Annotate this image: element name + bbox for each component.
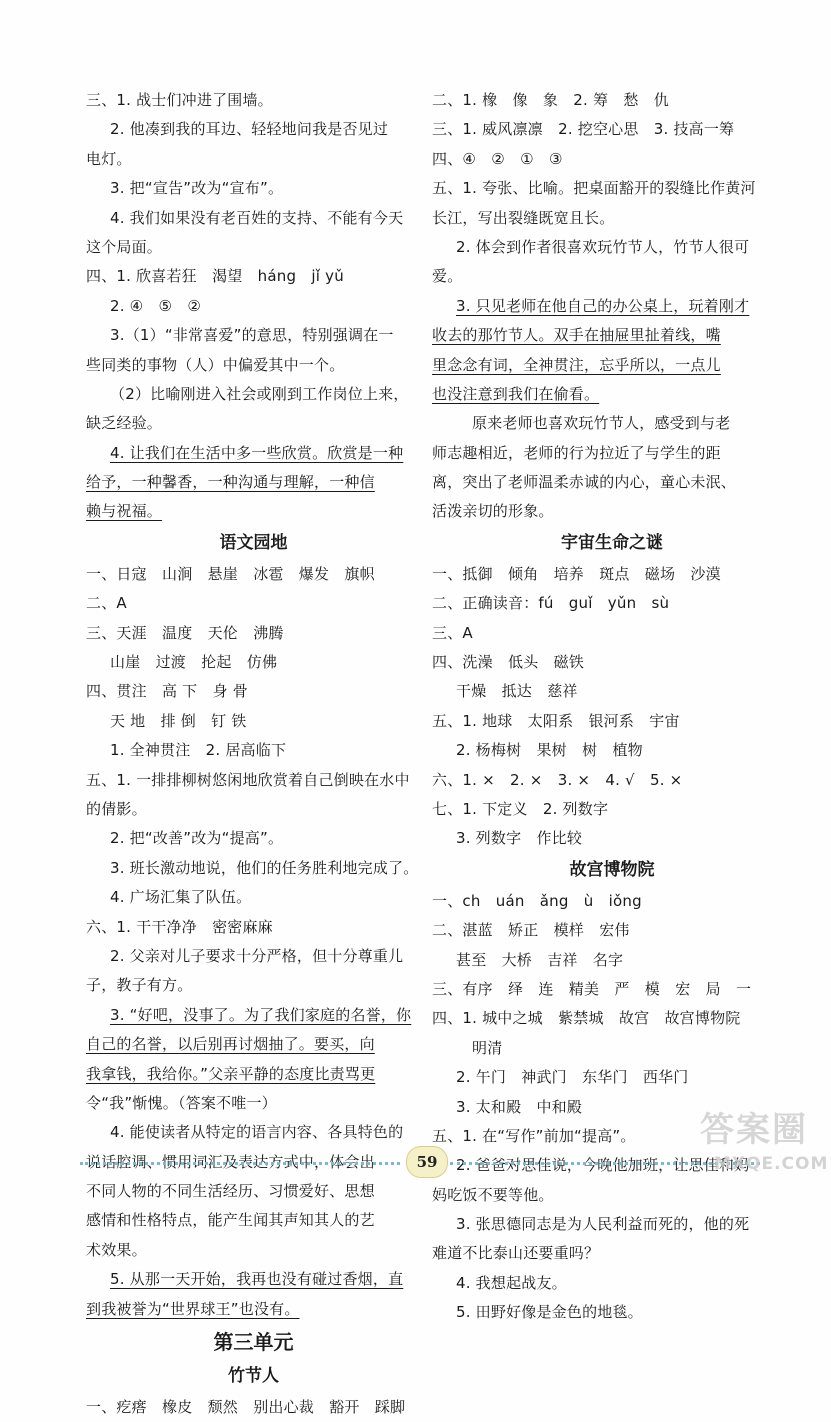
answer-line: 3. 张思德同志是为人民利益而死的，他的死 xyxy=(456,1215,750,1234)
answer-line: 不同人物的不同生活经历、习惯爱好、思想 xyxy=(86,1182,375,1201)
answer-line: 天 地 排 倒 钉 铁 xyxy=(110,711,247,730)
answer-line: 五、1. 夸张、比喻。把桌面豁开的裂缝比作黄河 xyxy=(432,179,756,198)
answer-line: 四、1. 欣喜若狂 渴望 háng jǐ yǔ xyxy=(86,267,344,286)
answer-line: 2. 爸爸对思佳说，今晚他加班，让思佳和妈 xyxy=(456,1156,750,1175)
answer-line: 这个局面。 xyxy=(86,237,163,256)
answer-line: 五、1. 在“写作”前加“提高”。 xyxy=(432,1126,636,1145)
answer-line: 令“我”惭愧。（答案不唯一） xyxy=(86,1093,277,1112)
answer-line: 五、1. 一排排柳树悠闲地欣赏着自己倒映在水中 xyxy=(86,770,410,789)
answer-line: 三、1. 威风凛凛 2. 挖空心思 3. 技高一筹 xyxy=(432,120,735,139)
answer-line: 4. 广场汇集了队伍。 xyxy=(110,888,252,907)
answer-line: 五、1. 地球 太阳系 银河系 宇宙 xyxy=(432,711,680,730)
answer-line: 5. 从那一天开始，我再也没有碰过香烟，直 xyxy=(110,1270,404,1289)
answer-line: 四、1. 城中之城 紫禁城 故宫 故宫博物院 xyxy=(432,1009,741,1028)
answer-line: 些同类的事物（人）中偏爱其中一个。 xyxy=(86,355,345,374)
answer-line: 二、正确读音：fú guǐ yǔn sù xyxy=(432,594,670,613)
answer-line: 2. 杨梅树 果树 树 植物 xyxy=(456,741,643,760)
answer-line: 二、A xyxy=(86,594,127,613)
answer-line: 也没注意到我们在偷看。 xyxy=(432,384,600,403)
answer-line: （2）比喻刚进入社会或刚到工作岗位上来， xyxy=(110,384,409,403)
answer-line: 2. ④ ⑤ ② xyxy=(110,296,202,315)
answer-line: 师志趣相近，老师的行为拉近了与学生的距 xyxy=(432,443,721,462)
page-footer xyxy=(80,1146,760,1180)
answer-line: 5. 田野好像是金色的地毯。 xyxy=(456,1303,643,1322)
answer-line: 里念念有词，全神贯注，忘乎所以，一点儿 xyxy=(432,355,721,374)
answer-line: 一、ch uán ǎng ù iǒng xyxy=(432,891,642,910)
section-heading: 语文园地 xyxy=(219,532,288,553)
answer-line: 妈吃饭不要等他。 xyxy=(432,1185,554,1204)
answer-line: 术效果。 xyxy=(86,1240,147,1259)
answer-line: 3. 太和殿 中和殿 xyxy=(456,1097,583,1116)
answer-line: 1. 全神贯注 2. 居高临下 xyxy=(110,741,287,760)
answer-line: 三、有序 绎 连 精美 严 模 宏 局 一 xyxy=(432,979,752,998)
answer-line: 我拿钱，我给你。”父亲平静的态度比责骂更 xyxy=(86,1064,376,1083)
answer-line: 给予，一种馨香，一种沟通与理解，一种信 xyxy=(86,473,375,492)
left-column xyxy=(86,86,421,1422)
section-heading: 宇宙生命之谜 xyxy=(561,532,663,553)
answer-line: 4. 让我们在生活中多一些欣赏。欣赏是一种 xyxy=(110,443,404,462)
answer-line: 长江，写出裂缝既宽且长。 xyxy=(432,208,615,227)
answer-line: 六、1. × 2. × 3. × 4. √ 5. × xyxy=(432,770,683,789)
watermark-url: MXQE.COM xyxy=(714,1154,829,1174)
answer-line: 感情和性格特点，能产生闻其声知其人的艺 xyxy=(86,1211,375,1230)
answer-line: 2. 体会到作者很喜欢玩竹节人，竹节人很可 xyxy=(456,237,750,256)
answer-line: 离，突出了老师温柔赤诚的内心，童心未泯、 xyxy=(432,473,737,492)
answer-line: 四、贯注 高 下 身 骨 xyxy=(86,682,248,701)
footer-dotted-rule-left xyxy=(80,1162,400,1165)
answer-line: 电灯。 xyxy=(86,149,132,168)
page-number: 59 xyxy=(406,1146,448,1178)
answer-line: 缺乏经验。 xyxy=(86,414,163,433)
answer-line: 四、洗澡 低头 磁铁 xyxy=(432,653,585,672)
answer-line: 到我被誉为“世界球王”也没有。 xyxy=(86,1299,300,1318)
watermark-logo xyxy=(700,1108,828,1196)
answer-line: 一、抵御 倾角 培养 斑点 磁场 沙漠 xyxy=(432,564,721,583)
answer-line: 3. 把“宣告”改为“宣布”。 xyxy=(110,179,284,198)
answer-line: 赖与祝福。 xyxy=(86,502,163,521)
answer-line: 三、天涯 温度 天伦 沸腾 xyxy=(86,623,284,642)
section-heading: 第三单元 xyxy=(213,1330,294,1355)
answer-line: 三、1. 战士们冲进了围墙。 xyxy=(86,91,273,109)
answer-line: 一、日寇 山涧 悬崖 冰雹 爆发 旗帜 xyxy=(86,564,375,583)
answer-line: 子，教子有方。 xyxy=(86,976,193,995)
answer-line: 收去的那竹节人。双手在抽屉里扯着线，嘴 xyxy=(432,326,721,345)
section-heading: 竹节人 xyxy=(228,1366,279,1387)
answer-line: 3. “好吧，没事了。为了我们家庭的名誉，你 xyxy=(110,1005,412,1024)
answer-line: 难道不比泰山还要重吗？ xyxy=(432,1244,600,1263)
answer-line: 爱。 xyxy=(432,267,463,286)
watermark-text: 答案圈 xyxy=(700,1110,808,1150)
answer-line: 原来老师也喜欢玩竹节人，感受到与老 xyxy=(472,414,731,433)
answer-line: 山崖 过渡 抡起 仿佛 xyxy=(110,653,278,672)
answer-line: 3. 班长激动地说，他们的任务胜利地完成了。 xyxy=(110,858,419,877)
answer-line: 3. 列数字 作比较 xyxy=(456,829,583,848)
answer-line: 4. 我们如果没有老百姓的支持、不能有今天 xyxy=(110,208,404,227)
answer-line: 三、A xyxy=(432,623,473,642)
section-heading: 故宫博物院 xyxy=(569,859,655,880)
answer-line: 说话腔调、惯用词汇及表达方式中，体会出 xyxy=(86,1152,375,1171)
answer-line: 3.（1）“非常喜爱”的意思，特别强调在一 xyxy=(110,326,394,345)
answer-line: 4. 能使读者从特定的语言内容、各具特色的 xyxy=(110,1123,404,1142)
answer-line: 2. 父亲对儿子要求十分严格，但十分尊重儿 xyxy=(110,946,404,965)
answer-line: 2. 午门 神武门 东华门 西华门 xyxy=(456,1068,689,1087)
answer-line: 七、1. 下定义 2. 列数字 xyxy=(432,799,609,818)
answer-line: 4. 我想起战友。 xyxy=(456,1273,567,1292)
answer-line: 2. 他凑到我的耳边、轻轻地问我是否见过 xyxy=(110,120,389,139)
answer-line: 四、④ ② ① ③ xyxy=(432,149,563,168)
answer-line: 3. 只见老师在他自己的办公桌上，玩着刚才 xyxy=(456,296,750,315)
answer-line: 的倩影。 xyxy=(86,799,147,818)
answer-line: 2. 把“改善”改为“提高”。 xyxy=(110,829,284,848)
answer-line: 二、1. 橡 像 象 2. 筹 愁 仇 xyxy=(432,91,669,109)
answer-line: 二、湛蓝 矫正 模样 宏伟 xyxy=(432,921,630,940)
answer-line: 六、1. 干干净净 密密麻麻 xyxy=(86,917,273,936)
answer-line: 一、疙瘩 橡皮 颓然 别出心裁 豁开 踩脚 xyxy=(86,1398,406,1417)
answer-line: 明清 xyxy=(472,1038,503,1057)
answer-line: 干燥 抵达 慈祥 xyxy=(456,682,578,701)
answer-line: 自己的名誉，以后别再讨烟抽了。要买，向 xyxy=(86,1035,375,1054)
answer-line: 活泼亲切的形象。 xyxy=(432,502,554,521)
answer-line: 甚至 大桥 吉祥 名字 xyxy=(456,950,624,969)
